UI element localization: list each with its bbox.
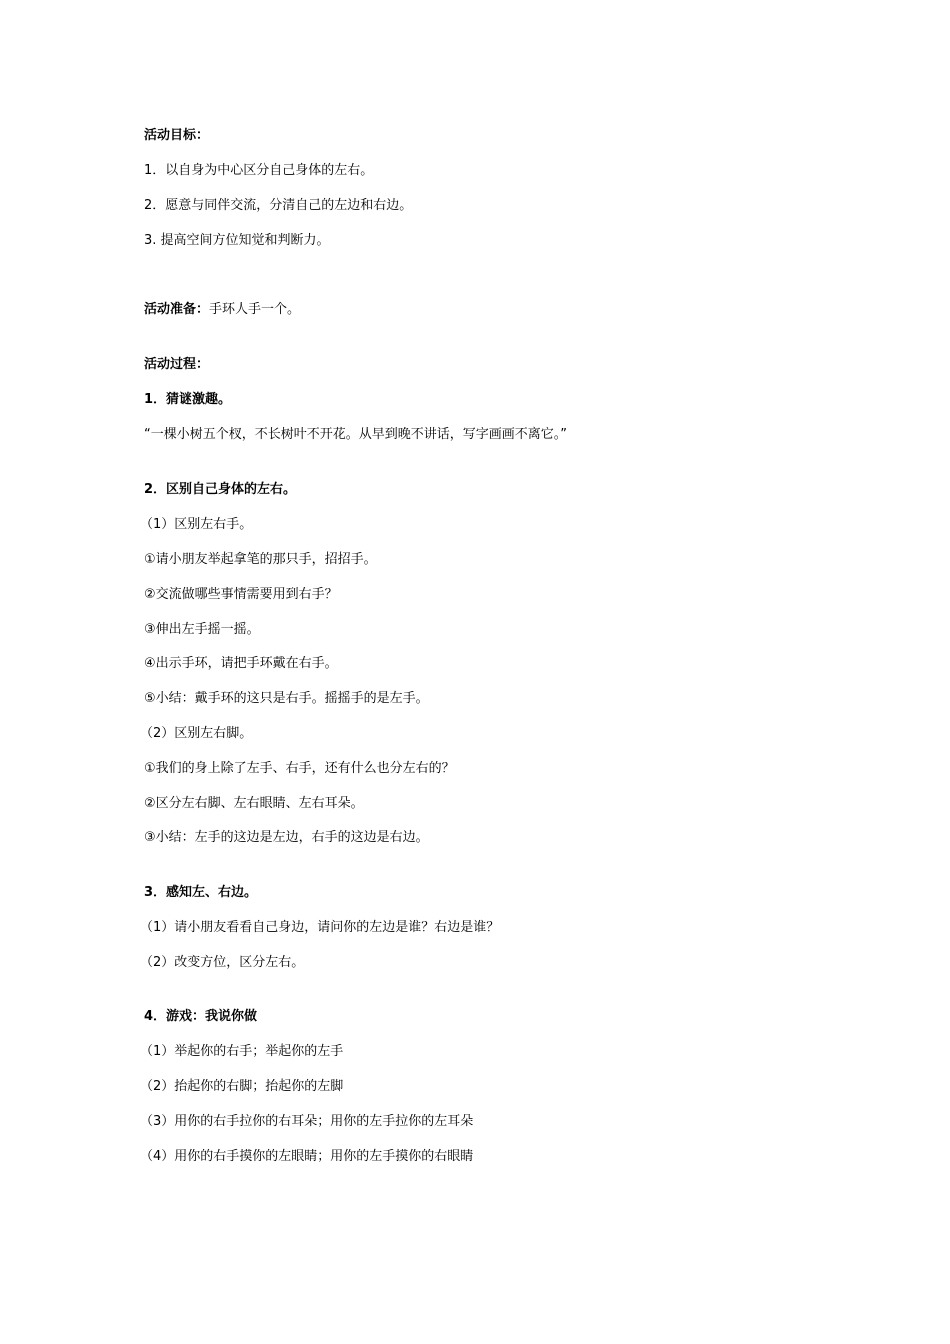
step2-title: 2．区别自己身体的左右。 — [144, 482, 297, 497]
goal-item: 3. 提高空间方位知觉和判断力。 — [144, 233, 330, 248]
preparation-line — [144, 302, 300, 318]
step3-line: （1）请小朋友看看自己身边，请问你的左边是谁？右边是谁？ — [140, 920, 500, 935]
goal-item: 2．愿意与同伴交流，分清自己的左边和右边。 — [144, 198, 413, 213]
step2-line: ③伸出左手摇一摇。 — [144, 622, 260, 637]
step2-line: （2）区别左右脚。 — [140, 726, 253, 741]
step3-line: （2）改变方位，区分左右。 — [140, 955, 305, 970]
step2-line: （1）区别左右手。 — [140, 517, 253, 532]
goal-item: 1．以自身为中心区分自己身体的左右。 — [144, 163, 374, 178]
step4-line: （1）举起你的右手；举起你的左手 — [140, 1044, 344, 1059]
step2-line: ⑤小结：戴手环的这只是右手。摇摇手的是左手。 — [144, 691, 429, 706]
step2-line: ②交流做哪些事情需要用到右手？ — [144, 587, 338, 602]
step2-line: ④出示手环，请把手环戴在右手。 — [144, 656, 338, 671]
step1-riddle: “一棵小树五个杈，不长树叶不开花。从早到晚不讲话，写字画画不离它。” — [144, 427, 567, 442]
preparation-text: 手环人手一个。 — [209, 302, 301, 317]
step3-title: 3．感知左、右边。 — [144, 885, 258, 900]
step2-line: ①请小朋友举起拿笔的那只手，招招手。 — [144, 552, 377, 567]
step2-line: ②区分左右脚、左右眼睛、左右耳朵。 — [144, 796, 364, 811]
process-heading: 活动过程： — [144, 357, 210, 372]
step2-line: ③小结：左手的这边是左边，右手的这边是右边。 — [144, 830, 429, 845]
step4-title: 4．游戏：我说你做 — [144, 1009, 258, 1024]
step1-title: 1．猜谜激趣。 — [144, 392, 232, 407]
step2-line: ①我们的身上除了左手、右手，还有什么也分左右的？ — [144, 761, 455, 776]
preparation-label: 活动准备： — [144, 302, 210, 317]
step4-line: （4）用你的右手摸你的左眼睛；用你的左手摸你的右眼睛 — [140, 1149, 474, 1164]
step4-line: （3）用你的右手拉你的右耳朵；用你的左手拉你的左耳朵 — [140, 1114, 474, 1129]
step4-line: （2）抬起你的右脚；抬起你的左脚 — [140, 1079, 344, 1094]
goals-heading: 活动目标： — [144, 128, 210, 143]
